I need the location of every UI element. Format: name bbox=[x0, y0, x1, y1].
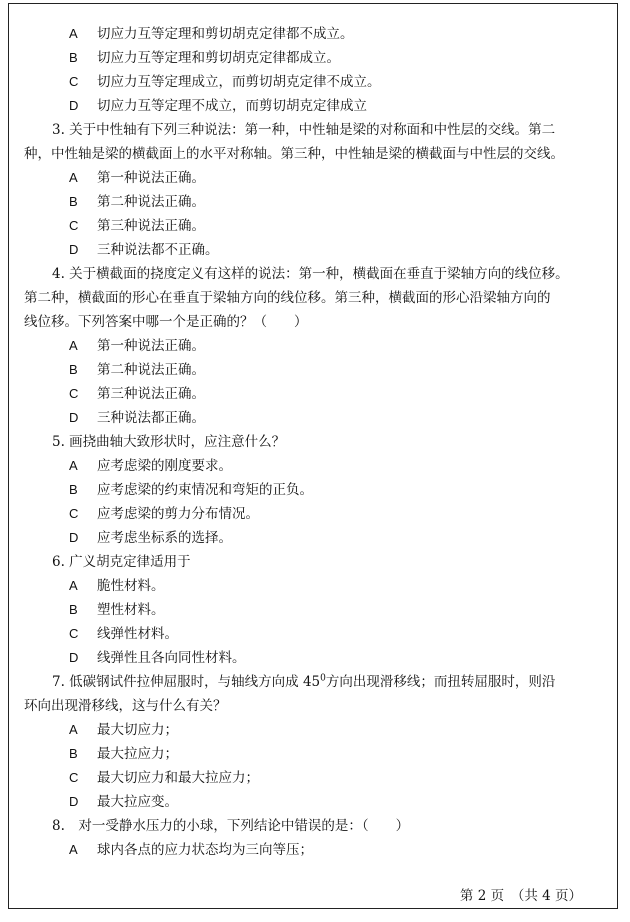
option-b: B 第二种说法正确。 bbox=[69, 194, 205, 210]
option-c: C 应考虑梁的剪力分布情况。 bbox=[69, 506, 259, 522]
option-a: A 球内各点的应力状态均为三向等压； bbox=[69, 842, 313, 858]
option-b: B 塑性材料。 bbox=[69, 602, 165, 618]
question-text: 环向出现滑移线，这与什么有关？ bbox=[24, 698, 227, 714]
question-8 bbox=[24, 814, 610, 862]
option-d: D 三种说法都不正确。 bbox=[69, 242, 219, 258]
question-2-options bbox=[24, 22, 610, 118]
option-b: B 第二种说法正确。 bbox=[69, 362, 205, 378]
exam-content bbox=[24, 22, 610, 862]
question-text: 种，中性轴是梁的横截面上的水平对称轴。第三种，中性轴是梁的横截面与中性层的交线。 bbox=[24, 146, 564, 162]
option-c: C 第三种说法正确。 bbox=[69, 386, 205, 402]
question-text: 第二种，横截面的形心在垂直于梁轴方向的线位移。第三种，横截面的形心沿梁轴方向的 bbox=[24, 290, 551, 306]
option-b: B 应考虑梁的约束情况和弯矩的正负。 bbox=[69, 482, 313, 498]
option-d: D 应考虑坐标系的选择。 bbox=[69, 530, 232, 546]
question-text: 7. 低碳钢试件拉伸屈服时，与轴线方向成 $45^0$方向出现滑移线；而扭转屈服时，则沿 bbox=[52, 673, 556, 690]
question-text: 8. 对一受静水压力的小球，下列结论中错误的是：（ ） bbox=[52, 818, 410, 834]
option-c: C 线弹性材料。 bbox=[69, 626, 178, 642]
option-b: B 切应力互等定理和剪切胡克定律都成立。 bbox=[69, 50, 340, 66]
question-7 bbox=[24, 670, 610, 814]
question-text: 3. 关于中性轴有下列三种说法：第一种，中性轴是梁的对称面和中性层的交线。第二 bbox=[52, 122, 556, 138]
option-a: A 第一种说法正确。 bbox=[69, 338, 205, 354]
page-number: 第 2 页 （共 4 页） bbox=[459, 888, 582, 904]
option-a: A 最大切应力； bbox=[69, 722, 178, 738]
option-d: D 线弹性且各向同性材料。 bbox=[69, 650, 246, 666]
option-d: D 三种说法都正确。 bbox=[69, 410, 205, 426]
option-b: B 最大拉应力； bbox=[69, 746, 178, 762]
degree-superscript: 0 bbox=[320, 673, 326, 684]
option-c: C 第三种说法正确。 bbox=[69, 218, 205, 234]
question-text: 6. 广义胡克定律适用于 bbox=[52, 554, 191, 570]
option-d: D 切应力互等定理不成立，而剪切胡克定律成立 bbox=[69, 98, 367, 114]
option-d: D 最大拉应变。 bbox=[69, 794, 178, 810]
question-text: 线位移。下列答案中哪一个是正确的？（ ） bbox=[24, 314, 308, 330]
option-a: A 切应力互等定理和剪切胡克定律都不成立。 bbox=[69, 26, 354, 42]
question-text: 4. 关于横截面的挠度定义有这样的说法：第一种，横截面在垂直于梁轴方向的线位移。 bbox=[52, 266, 569, 282]
question-3 bbox=[24, 118, 610, 262]
question-text: 5. 画挠曲轴大致形状时，应注意什么？ bbox=[52, 434, 286, 450]
option-c: C 切应力互等定理成立，而剪切胡克定律不成立。 bbox=[69, 74, 381, 90]
option-a: A 应考虑梁的刚度要求。 bbox=[69, 458, 232, 474]
question-6 bbox=[24, 550, 610, 670]
option-c: C 最大切应力和最大拉应力； bbox=[69, 770, 259, 786]
question-4 bbox=[24, 262, 610, 430]
question-5 bbox=[24, 430, 610, 550]
option-a: A 第一种说法正确。 bbox=[69, 170, 205, 186]
option-a: A 脆性材料。 bbox=[69, 578, 165, 594]
